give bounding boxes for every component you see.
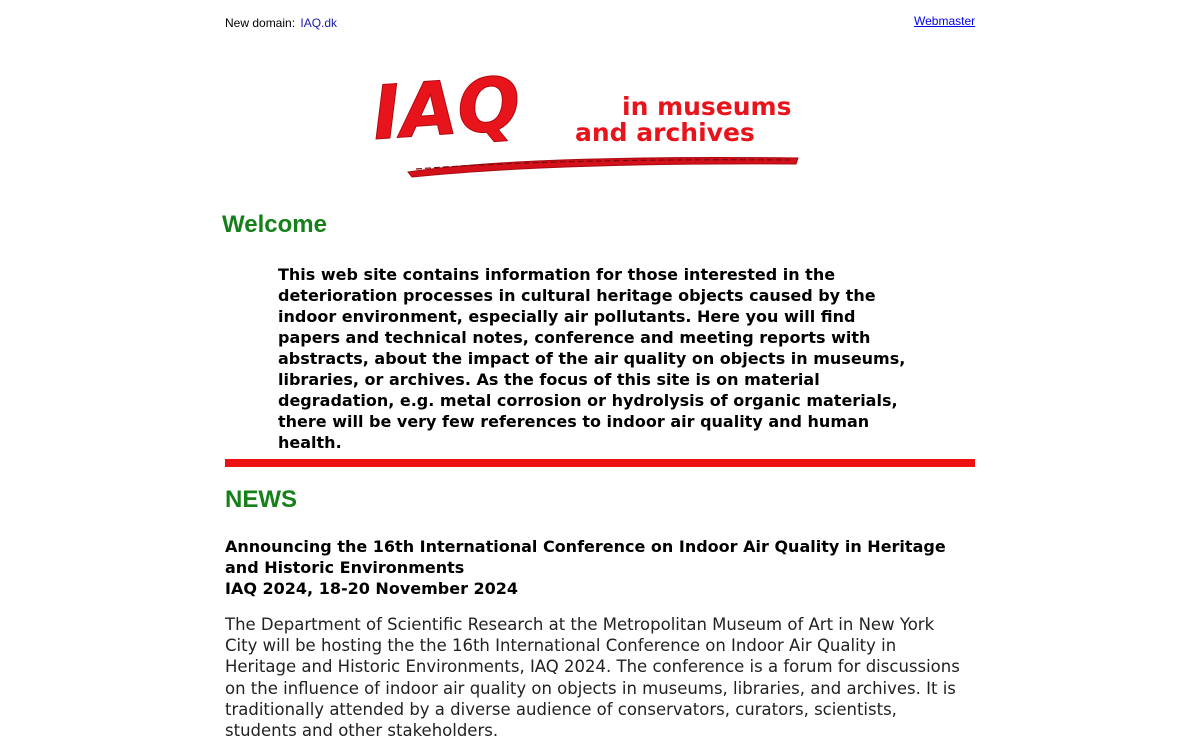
iaq-logo (370, 60, 840, 185)
welcome-intro-text: This web site contains information for those interested in the deterioration processes in cultural heritage objects caused by the indoor environment, especially air pollutants. Here you will find papers and technical notes, conference and meeting reports with abstracts, about the impact of the air quality on objects in museums, libraries, or archives. As the focus of this site is on material degradation, e.g. metal corrosion or hydrolysis of organic materials, there will be very few references to indoor air quality and human health. (278, 265, 906, 452)
news-title-line2: IAQ 2024, 18-20 November 2024 (225, 579, 519, 598)
logo-title-text: IAQ (370, 60, 524, 158)
logo-line2: and archives (575, 118, 755, 147)
section-divider (225, 459, 975, 467)
news-heading: NEWS (225, 486, 297, 513)
new-domain-link[interactable]: IAQ.dk (300, 16, 338, 30)
webmaster-link-container (914, 14, 975, 28)
welcome-heading: Welcome (222, 211, 327, 238)
logo-line1: in museums (622, 92, 792, 121)
webmaster-link[interactable]: Webmaster (914, 14, 976, 28)
new-domain-label: New domain: (225, 16, 296, 30)
news-item-title (225, 536, 977, 599)
news-title-line1: Announcing the 16th International Conference on Indoor Air Quality in Heritage and Historic Environments (225, 537, 946, 577)
logo-underline-swoosh (408, 158, 798, 177)
news-item-body: The Department of Scientific Research at the Metropolitan Museum of Art in New York City will be hosting the the 16th International Conference on Indoor Air Quality in Heritage and Historic Environments, IAQ 2024. The conference is a forum for discussions on the influence of indoor air quality on objects in museums, libraries, and archives. It is traditionally attended by a diverse audience of conservators, curators, scientists, students and other stakeholders. (225, 615, 960, 740)
logo-title (370, 61, 523, 157)
new-domain-notice (225, 16, 337, 30)
